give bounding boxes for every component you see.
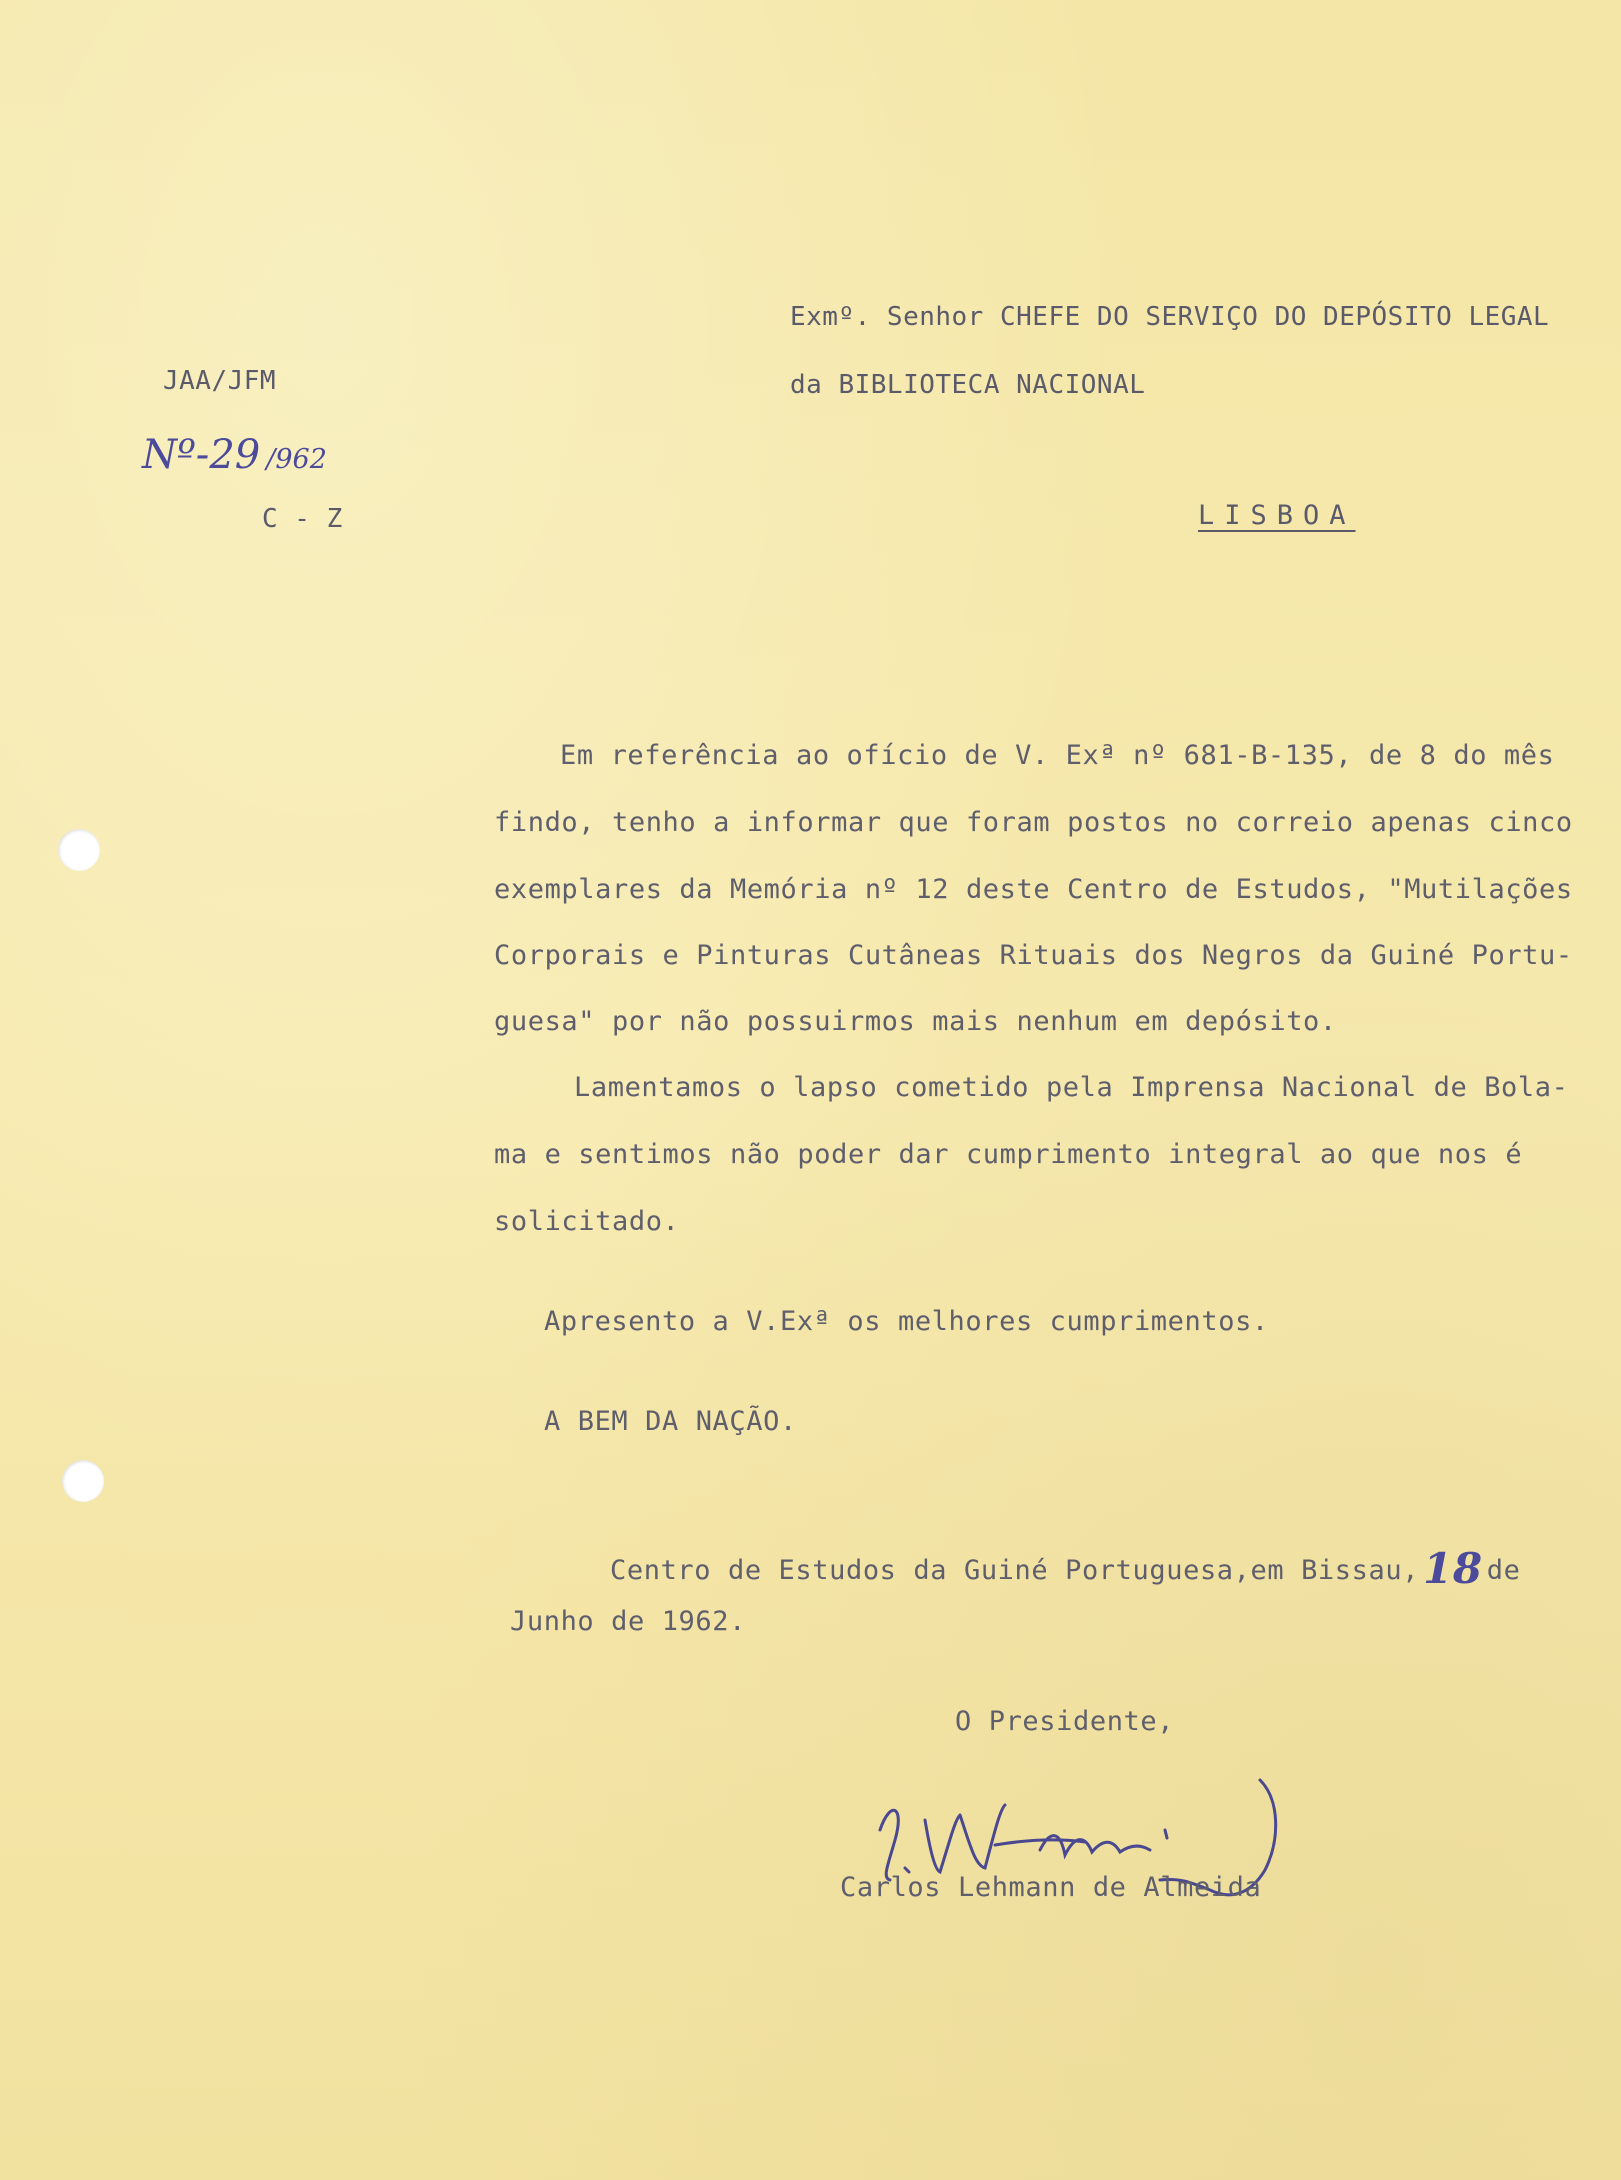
classification-code: C - Z	[262, 504, 343, 534]
punch-hole-bottom	[62, 1460, 104, 1502]
closing-line: Apresento a V.Exª os melhores cumprimentos.	[544, 1306, 1269, 1337]
handwritten-year: /962	[266, 444, 327, 475]
reference-code: JAA/JFM	[163, 366, 277, 396]
handwritten-number-main: Nº-29	[142, 432, 261, 478]
signatory-name: Carlos Lehmann de Almeida	[840, 1872, 1262, 1903]
handwritten-number	[142, 432, 327, 478]
addressee-line-1: Exmº. Senhor CHEFE DO SERVIÇO DO DEPÓSITO LEGAL	[790, 302, 1550, 332]
body-line-7: ma e sentimos não poder dar cumprimento integral ao que nos é	[494, 1139, 1523, 1170]
body-line-4: Corporais e Pinturas Cutâneas Rituais dos Negros da Guiné Portu-	[494, 940, 1573, 971]
place-date-suffix: de	[1486, 1555, 1521, 1586]
city-heading: LISBOA	[1198, 500, 1356, 531]
body-line-2: findo, tenho a informar que foram postos no correio apenas cinco	[494, 807, 1573, 838]
motto: A BEM DA NAÇÃO.	[544, 1406, 797, 1437]
place-date-line-1	[610, 1540, 1521, 1593]
place-date-line-2: Junho de 1962.	[510, 1606, 746, 1637]
signatory-title: O Presidente,	[955, 1706, 1175, 1737]
punch-hole-top	[58, 829, 100, 871]
place-date-prefix: Centro de Estudos da Guiné Portuguesa,em Bissau,	[610, 1555, 1420, 1586]
body-line-8: solicitado.	[494, 1206, 680, 1237]
body-line-3: exemplares da Memória nº 12 deste Centro de Estudos, "Mutilações	[494, 874, 1573, 905]
body-line-1: Em referência ao ofício de V. Exª nº 681-B-135, de 8 do mês	[560, 740, 1555, 771]
handwritten-day: 18	[1423, 1544, 1483, 1593]
body-line-6: Lamentamos o lapso cometido pela Imprensa Nacional de Bola-	[574, 1072, 1569, 1103]
addressee-line-2: da BIBLIOTECA NACIONAL	[790, 370, 1146, 400]
body-line-5: guesa" por não possuirmos mais nenhum em depósito.	[494, 1006, 1337, 1037]
